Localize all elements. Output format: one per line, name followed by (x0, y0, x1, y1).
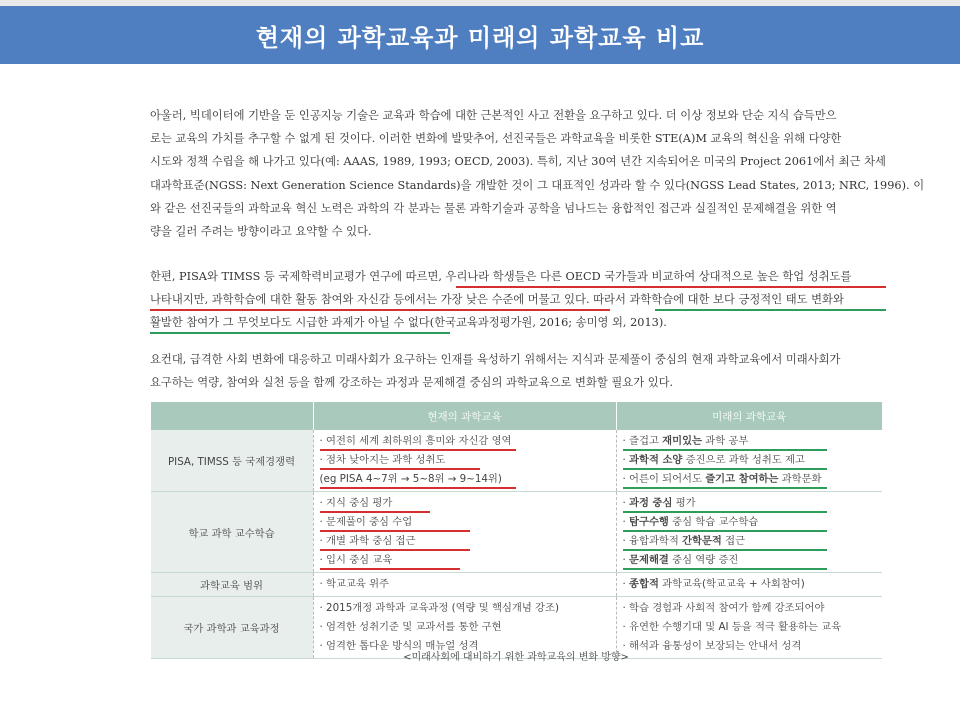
red-underline (320, 487, 516, 489)
text-line: 로는 교육의 가치를 추구할 수 없게 된 것이다. 이러한 변화에 발맞추어, 선진국들은 과학교육을 비롯한 STE(A)M 교육의 혁신을 위해 다양한 (150, 132, 842, 146)
red-underline (320, 568, 460, 570)
future-emphasis: 즐기고 참여하는 (705, 473, 779, 485)
current-item: · 문제풀이 중심 수업 (320, 513, 610, 532)
future-emphasis: 과정 중심 (629, 497, 673, 509)
text-line: 시도와 정책 수립을 해 나가고 있다(예: AAAS, 1989, 1993; OECD, 2003). 특히, 지난 30여 년간 지속되어온 미국의 Project 2061에서 최근 차세 (150, 155, 886, 169)
paragraph-1 (150, 104, 924, 243)
future-emphasis: 간학문적 (682, 535, 722, 547)
future-text: · (622, 578, 630, 590)
future-item (623, 494, 877, 513)
text-line: 요구하는 역량, 참여와 실천 등을 함께 강조하는 과정과 문제해결 중심의 과학교육으로 변화할 필요가 있다. (150, 376, 674, 390)
future-item (623, 575, 877, 594)
current-item: · 개별 과학 중심 접근 (320, 532, 610, 551)
current-cell (313, 430, 616, 492)
text-line: 활발한 참여가 그 무엇보다도 시급한 과제가 아닐 수 없다(한국교육과정평가원, 2016; 송미영 외, 2013). (150, 316, 667, 330)
current-item: · 점차 낮아지는 과학 성취도 (320, 451, 610, 470)
future-item (623, 451, 877, 470)
table-caption: <미래사회에 대비하기 위한 과학교육의 변화 방향> (403, 652, 629, 663)
future-text: · 학습 경험과 사회적 참여가 함께 강조되어야 (622, 602, 825, 614)
current-item: · 지식 중심 평가 (320, 494, 610, 513)
row-label: 국가 과학과 교육과정 (151, 597, 314, 659)
paragraph-2 (150, 265, 851, 335)
future-text: · 즐겁고 (622, 435, 663, 447)
future-item (623, 470, 877, 489)
table-row (151, 573, 883, 597)
future-text: · (622, 497, 630, 509)
green-underline (150, 332, 450, 334)
text-line: 량을 길러 주려는 방향이라고 요약할 수 있다. (150, 224, 372, 238)
future-item (623, 551, 877, 570)
table-row (151, 430, 883, 492)
current-item: · 학교교육 위주 (319, 578, 389, 590)
future-emphasis: 탐구수행 (629, 516, 669, 528)
paragraph-3 (150, 348, 840, 394)
future-text: · (622, 554, 630, 566)
green-underline (623, 487, 827, 489)
row-label: PISA, TIMSS 등 국제경쟁력 (151, 430, 314, 492)
row-label: 학교 과학 교수학습 (151, 492, 314, 573)
current-item: · 여전히 세계 최하위의 흥미와 자신감 영역 (320, 432, 610, 451)
future-text: · 해석과 융통성이 보장되는 안내서 성격 (622, 640, 802, 652)
future-cell (616, 430, 882, 492)
future-text: 중심 학습 교수학습 (668, 516, 759, 528)
table-header-row (151, 402, 883, 430)
text-line: 대과학표준(NGSS: Next Generation Science Standards)을 개발한 것이 그 대표적인 성과라 할 수 있다(NGSS Lead States, 2013; NRC, 1996). 이 (150, 178, 925, 192)
future-text: · (622, 454, 630, 466)
table-header-cell: 현재의 과학교육 (313, 402, 616, 430)
future-text: · 융합과학적 (622, 535, 683, 547)
future-emphasis: 종합적 (629, 578, 659, 590)
future-cell (616, 573, 882, 597)
text-line: 요컨대, 급격한 사회 변화에 대응하고 미래사회가 요구하는 인재를 육성하기 위해서는 지식과 문제풀이 중심의 현재 과학교육에서 미래사회가 (150, 353, 841, 366)
green-underline (655, 309, 886, 311)
future-text: · (622, 516, 630, 528)
current-item: · 입시 중심 교육 (320, 551, 610, 570)
current-item: · 2015개정 과학과 교육과정 (역량 및 핵심개념 강조) (319, 602, 559, 614)
text-line: 한편, PISA와 TIMSS 등 국제학력비교평가 연구에 따르면, 우리나라 학생들은 다른 OECD 국가들과 비교하여 상대적으로 높은 학업 성취도를 (150, 270, 852, 283)
future-emphasis: 과학적 소양 (629, 454, 683, 466)
text-line: 아울러, 빅데이터에 기반을 둔 인공지능 기술은 교육과 학습에 대한 근본적인 사고 전환을 요구하고 있다. 더 이상 정보와 단순 지식 습득만으 (150, 109, 837, 122)
future-text: 접근 (721, 535, 746, 547)
current-cell (313, 492, 616, 573)
future-cell (616, 492, 882, 573)
future-item (623, 618, 877, 637)
future-text: 과학문화 (778, 473, 822, 485)
slide-title: 현재의 과학교육과 미래의 과학교육 비교 (0, 6, 960, 64)
table-header-cell (151, 402, 314, 430)
future-text: 증진으로 과학 성취도 제고 (682, 454, 805, 466)
future-emphasis: 문제해결 (629, 554, 669, 566)
text-line: 와 같은 선진국들의 과학교육 혁신 노력은 과학의 각 분과는 물론 과학기술과 공학을 넘나드는 융합적인 접근과 실질적인 문제해결을 위한 역 (150, 201, 837, 215)
table-row (151, 492, 883, 573)
future-text: · 유연한 수행기대 및 AI 등을 적극 활용하는 교육 (622, 621, 842, 633)
table-header-cell: 미래의 과학교육 (616, 402, 882, 430)
current-cell (313, 573, 616, 597)
current-item: (eg PISA 4~7위 → 5~8위 → 9~14위) (320, 470, 610, 489)
future-item (623, 599, 877, 618)
current-item: · 엄격한 성취기준 및 교과서를 통한 구현 (319, 621, 502, 633)
future-text: 과학 공부 (701, 435, 749, 447)
future-item (623, 432, 877, 451)
future-text: 과학교육(학교교육 + 사회참여) (658, 578, 805, 590)
red-underline (456, 286, 886, 288)
future-item (623, 532, 877, 551)
row-label: 과학교육 범위 (151, 573, 314, 597)
current-item: · 엄격한 톱다운 방식의 매뉴얼 성격 (319, 640, 479, 652)
future-item (623, 513, 877, 532)
future-text: · 어른이 되어서도 (622, 473, 706, 485)
text-line: 나타내지만, 과학학습에 대한 활동 참여와 자신감 등에서는 가장 낮은 수준에 머물고 있다. 따라서 과학학습에 대한 보다 긍정적인 태도 변화와 (150, 293, 844, 307)
comparison-table (150, 402, 882, 659)
future-text: 평가 (672, 497, 696, 509)
future-text: 중심 역량 증진 (668, 554, 739, 566)
future-emphasis: 재미있는 (662, 435, 702, 447)
green-underline (623, 568, 827, 570)
red-underline (150, 309, 610, 311)
